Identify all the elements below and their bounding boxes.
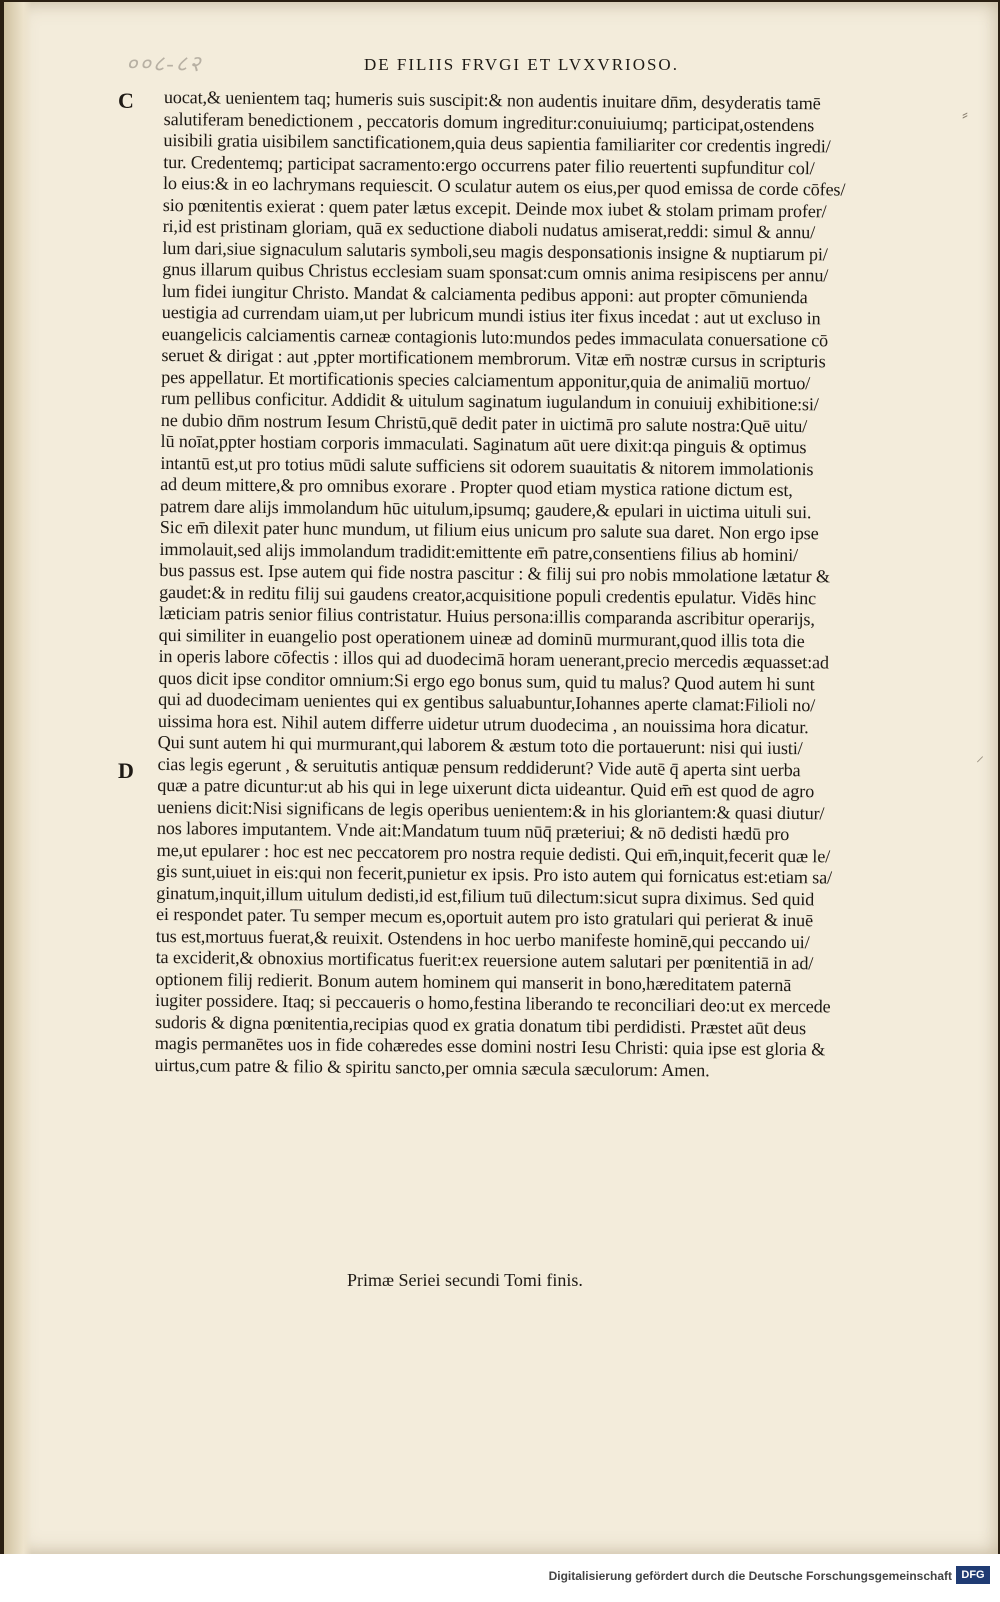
dfg-logo: DFG [956,1566,990,1584]
text-line: seruet & dirigat : aut ,ppter mortificationem membrorum. Vitæ em̄ nostræ cursus in scripturis [161,344,826,372]
text-line: sudoris & digna pœnitentia,recipias quod ex gratia donatum tibi perdidisti. Præstet aūt deus [154,1011,807,1038]
text-line: qui similiter in euangelio post operationem uineæ ad dominū murmurant,quod illis tota die [158,624,805,651]
funding-credit: Digitalisierung gefördert durch die Deutsche Forschungsgemeinschaft [548,1569,952,1583]
text-line: læticiam patris senior filius contristatur. Huius persona:illis comparanda ascribitur operarijs, [158,602,815,630]
running-head: DE FILIIS FRVGI ET LVXVRIOSO. [364,55,679,74]
text-line: ad deum mittere,& pro omnibus exorare . Propter quod etiam mystica ratione dictum est, [160,473,793,501]
text-line: ei respondet pater. Tu semper mecum es,oportuit autem pro isto gratulari qui perierat & inuē [155,903,814,931]
text-line: lum dari,siue signaculum salutaris symboli,seu magis desponsationis insigne & nuptiarum pi/ [162,237,828,264]
text-line: ueniens dicit:Nisi significans de legis operibus uenientem:& in his gloriantem:& quasi diutur/ [156,796,825,823]
digitization-footer [0,1554,1000,1602]
text-line: iugiter possidere. Itaq; si peccaueris o homo,festina liberando te reconciliari deo:ut ex mercede [155,989,831,1017]
text-line: salutiferam benedictionem , peccatoris domum ingreditur:conuiuiumq; participat,ostendens [163,108,815,135]
text-line: uestigia ad currendam uiam,ut per lubricum mundi istius iter fixus incedat : aut ut excluso in [161,301,821,329]
text-line: immolauit,sed alijs immolandum tradidit:emittente em̄ patre,consentiens filius ab homini/ [159,538,799,565]
text-line: gis sunt,uiuet in eis:qui non fecerit,punietur ex ipsis. Pro isto autem qui fornicatus est:etiam sa/ [156,860,833,888]
text-line: euangelicis calciamentis carneæ contagionis luto:mundos pedes immaculata conuersatione cō [161,323,829,350]
text-line: uisibili gratia uisibilem sanctificationem,quia deus sapientia familiariter cor credentis ingredi/ [163,129,831,157]
colophon: Primæ Seriei secundi Tomi finis. [347,1270,583,1290]
text-line: bus passus est. Ipse autem qui fide nostra pascitur : & filij sui pro nobis mmolatione lætatur & [159,559,831,587]
text-line: uissima hora est. Nihil autem differre uidetur utrum duodecima , an nouissima hora dicatur. [157,710,809,737]
text-line: magis permanētes uos in fide cohæredes esse domini nostri Iesu Christi: quia ipse est gloria & [154,1032,826,1060]
text-line: uocat,& uenientem taq; humeris suis suscipit:& non audentis inuitare dn̄m, desyderatis tamē [163,87,821,114]
text-line: lo eius:& in eo lachrymans requiescit. O sculatur autem os eius,per quod emissa de corde cōfes/ [162,172,846,200]
text-line: ta exciderit,& obnoxius mortificatus fuerit:ex reuersione autem salutari per pœnitentiā in ad/ [155,946,814,974]
body-text [155,87,944,1083]
text-line: nos labores imputantem. Vnde ait:Mandatum tuum nūq̄ præteriui; & nō dedisti hædū pro [156,817,790,845]
text-line: patrem dare alijs immolandum hūc uitulum,ipsumq; gaudere,& epulari in uictima uituli sui. [159,495,812,522]
text-line: me,ut epularer : hoc est nec peccatorem pro nostra requie dedisti. Qui em̄,inquit,fecerit quæ le/ [156,839,831,866]
text-line: in operis labore cōfectis : illos qui ad duodecimā horam uenerant,precio mercedis æquasset:ad [158,645,829,673]
text-line: pes appellatur. Et mortificationis species calciamentum apponitur,quia de animaliū mortuo/ [161,366,811,393]
text-line: intantū est,ut pro totius mūdi salute sufficiens sit odorem suauitatis & nitorem immolationis [160,452,814,479]
book-page [4,2,998,1554]
text-line: gnus illarum quibus Christus ecclesiam suam sponsat:cum omnis anima resipiscens per annu/ [162,258,829,286]
text-line: quæ a patre dicuntur:ut ab his qui in lege uixerunt dicta uideantur. Quid em̄ est quod de agro [157,774,815,802]
text-line: ri,id est pristinam gloriam, quā ex seductione diaboli nudatus amiserat,reddi: simul & annu/ [162,215,816,243]
text-line: tur. Credentemq; participat sacramento:ergo occurrens pater filio reuertenti supfunditur col/ [163,151,815,178]
margin-mark: ⸝ [976,748,985,765]
text-line: sio pœnitentis exierat : quem pater lætus excepit. Deinde mox iubet & stolam primam profer/ [162,194,827,221]
text-line: tus est,mortuus fuerat,& reuixit. Ostendens in hoc uerbo manifeste hominē,qui peccando ui/ [155,925,810,952]
text-line: rum pellibus conficitur. Addidit & uitulum saginatum iugulandum in conuiuij exhibitione:si/ [160,387,819,415]
text-line: ne dubio dn̄m nostrum Iesum Christū,quē dedit pater in uictimā pro salute nostra:Quē uitu/ [160,409,808,436]
text-line: lū noīat,ppter hostiam corporis immaculati. Saginatum aūt uere dixit:qa pinguis & optimus [160,430,807,458]
text-line: optionem filij redierit. Bonum autem hominem qui manserit in bono,hæreditatem paternā [155,968,792,995]
text-line: cias legis egerunt , & seruitutis antiquæ pensum reddiderunt? Vide autē q̄ aperta sint uerba [157,753,801,780]
margin-mark: ⸗ [962,104,968,124]
text-line: qui ad duodecimam uenientes qui ex gentibus saluabuntur,Iohannes aperte clamat:Filioli no/ [158,688,816,716]
text-line: uirtus,cum patre & filio & spiritu sancto,per omnia sæcula sæculorum: Amen. [154,1054,710,1080]
text-line: ginatum,inquit,illum uitulum dedisti,id est,filium tuū dilectum:sicut supra diximus. Sed quid [156,882,815,909]
text-line: quos dicit ipse conditor omnium:Si ergo ego bonus sum, quid tu malus? Quod autem hi sunt [158,667,815,694]
text-line: Qui sunt autem hi qui murmurant,qui laborem & æstum toto die portauerunt: nisi qui iusti/ [157,731,803,759]
text-line: Sic em̄ dilexit pater hunc mundum, ut filium eius unicum pro salute sua daret. Non ergo ipse [159,516,819,544]
text-line: gaudet:& in reditu filij sui gaudens creator,acquisitione populi credentis epulatur. Vidēs hinc [159,581,817,608]
pencil-annotation: ००८-८२ [126,51,203,76]
marginal-letter-c: C [118,88,134,113]
text-line: lum fidei iungitur Christo. Mandat & calciamenta pedibus apponi: aut propter cōmunienda [161,280,808,307]
page-gutter-shadow [4,2,32,1554]
marginal-letter-d: D [118,758,134,783]
